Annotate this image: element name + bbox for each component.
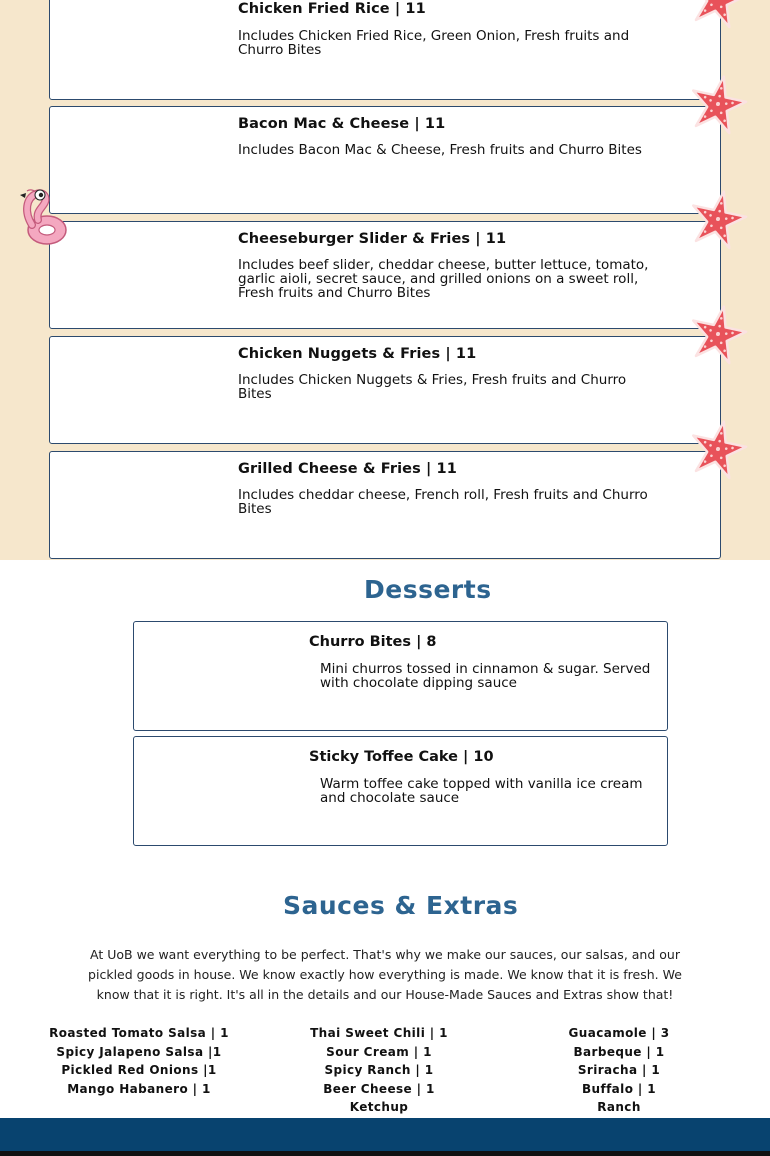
menu-item-card [49,221,721,329]
menu-item-description: Mini churros tossed in cinnamon & sugar. Served with chocolate dipping sauce [320,661,651,691]
sauce-item: Guacamole | 3 [568,1026,670,1040]
menu-item-description: Includes beef slider, cheddar cheese, butter lettuce, tomato, garlic aioli, secret sauce, and grilled onions on a sweet roll, Fresh fruits and Churro Bites [238,257,649,301]
sauce-item: Spicy Ranch | 1 [324,1063,434,1078]
sauce-item: Sriracha | 1 [577,1063,661,1078]
starfish-icon [682,68,753,139]
sauce-list [264,1024,494,1117]
menu-item-description: Includes Bacon Mac & Cheese, Fresh fruits and Churro Bites [238,142,642,158]
starfish-icon [682,183,753,254]
menu-item-title: Bacon Mac & Cheese | 11 [238,116,446,132]
sauce-item: Spicy Jalapeno Salsa |1 [56,1044,222,1059]
menu-item-title: Sticky Toffee Cake | 10 [309,749,494,765]
menu-item-description: Includes cheddar cheese, French roll, Fresh fruits and Churro Bites [238,487,648,517]
starfish-icon [682,298,753,369]
sauce-item: Barbeque | 1 [573,1044,665,1059]
starfish-icon [682,413,753,484]
sauce-item: Pickled Red Onions |1 [61,1063,217,1078]
menu-item-card [49,451,721,559]
desserts-heading: Desserts [364,575,492,604]
sauce-item: Buffalo | 1 [581,1081,657,1096]
flamingo-float-icon [14,180,72,250]
sauce-item: Beer Cheese | 1 [323,1081,435,1096]
menu-item-card [133,621,668,731]
site-footer [0,1118,770,1151]
menu-item-card [49,0,721,100]
menu-item-description: Includes Chicken Fried Rice, Green Onion, Fresh fruits and Churro Bites [238,28,630,58]
menu-item-card [49,336,721,444]
menu-item-description: Warm toffee cake topped with vanilla ice cream and chocolate sauce [320,776,643,806]
menu-item-title: Cheeseburger Slider & Fries | 11 [238,231,507,247]
menu-item-description: Includes Chicken Nuggets & Fries, Fresh fruits and Churro Bites [238,372,627,402]
menu-item-card [133,736,668,846]
sauces-heading: Sauces & Extras [283,891,519,920]
menu-item-title: Chicken Nuggets & Fries | 11 [238,346,477,362]
menu-item-title: Chicken Fried Rice | 11 [238,1,426,17]
sauce-item: Mango Habanero | 1 [67,1081,211,1096]
sauce-list [504,1024,734,1117]
sauce-item: Thai Sweet Chili | 1 [310,1026,448,1040]
sauce-item: Ranch [597,1100,641,1115]
sauce-item: Roasted Tomato Salsa | 1 [49,1026,229,1040]
sauces-intro-text: At UoB we want everything to be perfect. That's why we make our sauces, our salsas, and our pickled goods in house. We know exactly how everything is made. We know that it is fresh. We know that it is right. It's all in the details and our House-Made Sauces and Extras show that! [88,947,682,1002]
footer-divider [0,1151,770,1156]
menu-item-title: Grilled Cheese & Fries | 11 [238,461,457,477]
sauce-item: Ketchup [349,1100,409,1115]
sauce-list [24,1024,254,1098]
menu-item-title: Churro Bites | 8 [309,634,437,650]
sauce-item: Sour Cream | 1 [326,1044,432,1059]
menu-item-card [49,106,721,214]
